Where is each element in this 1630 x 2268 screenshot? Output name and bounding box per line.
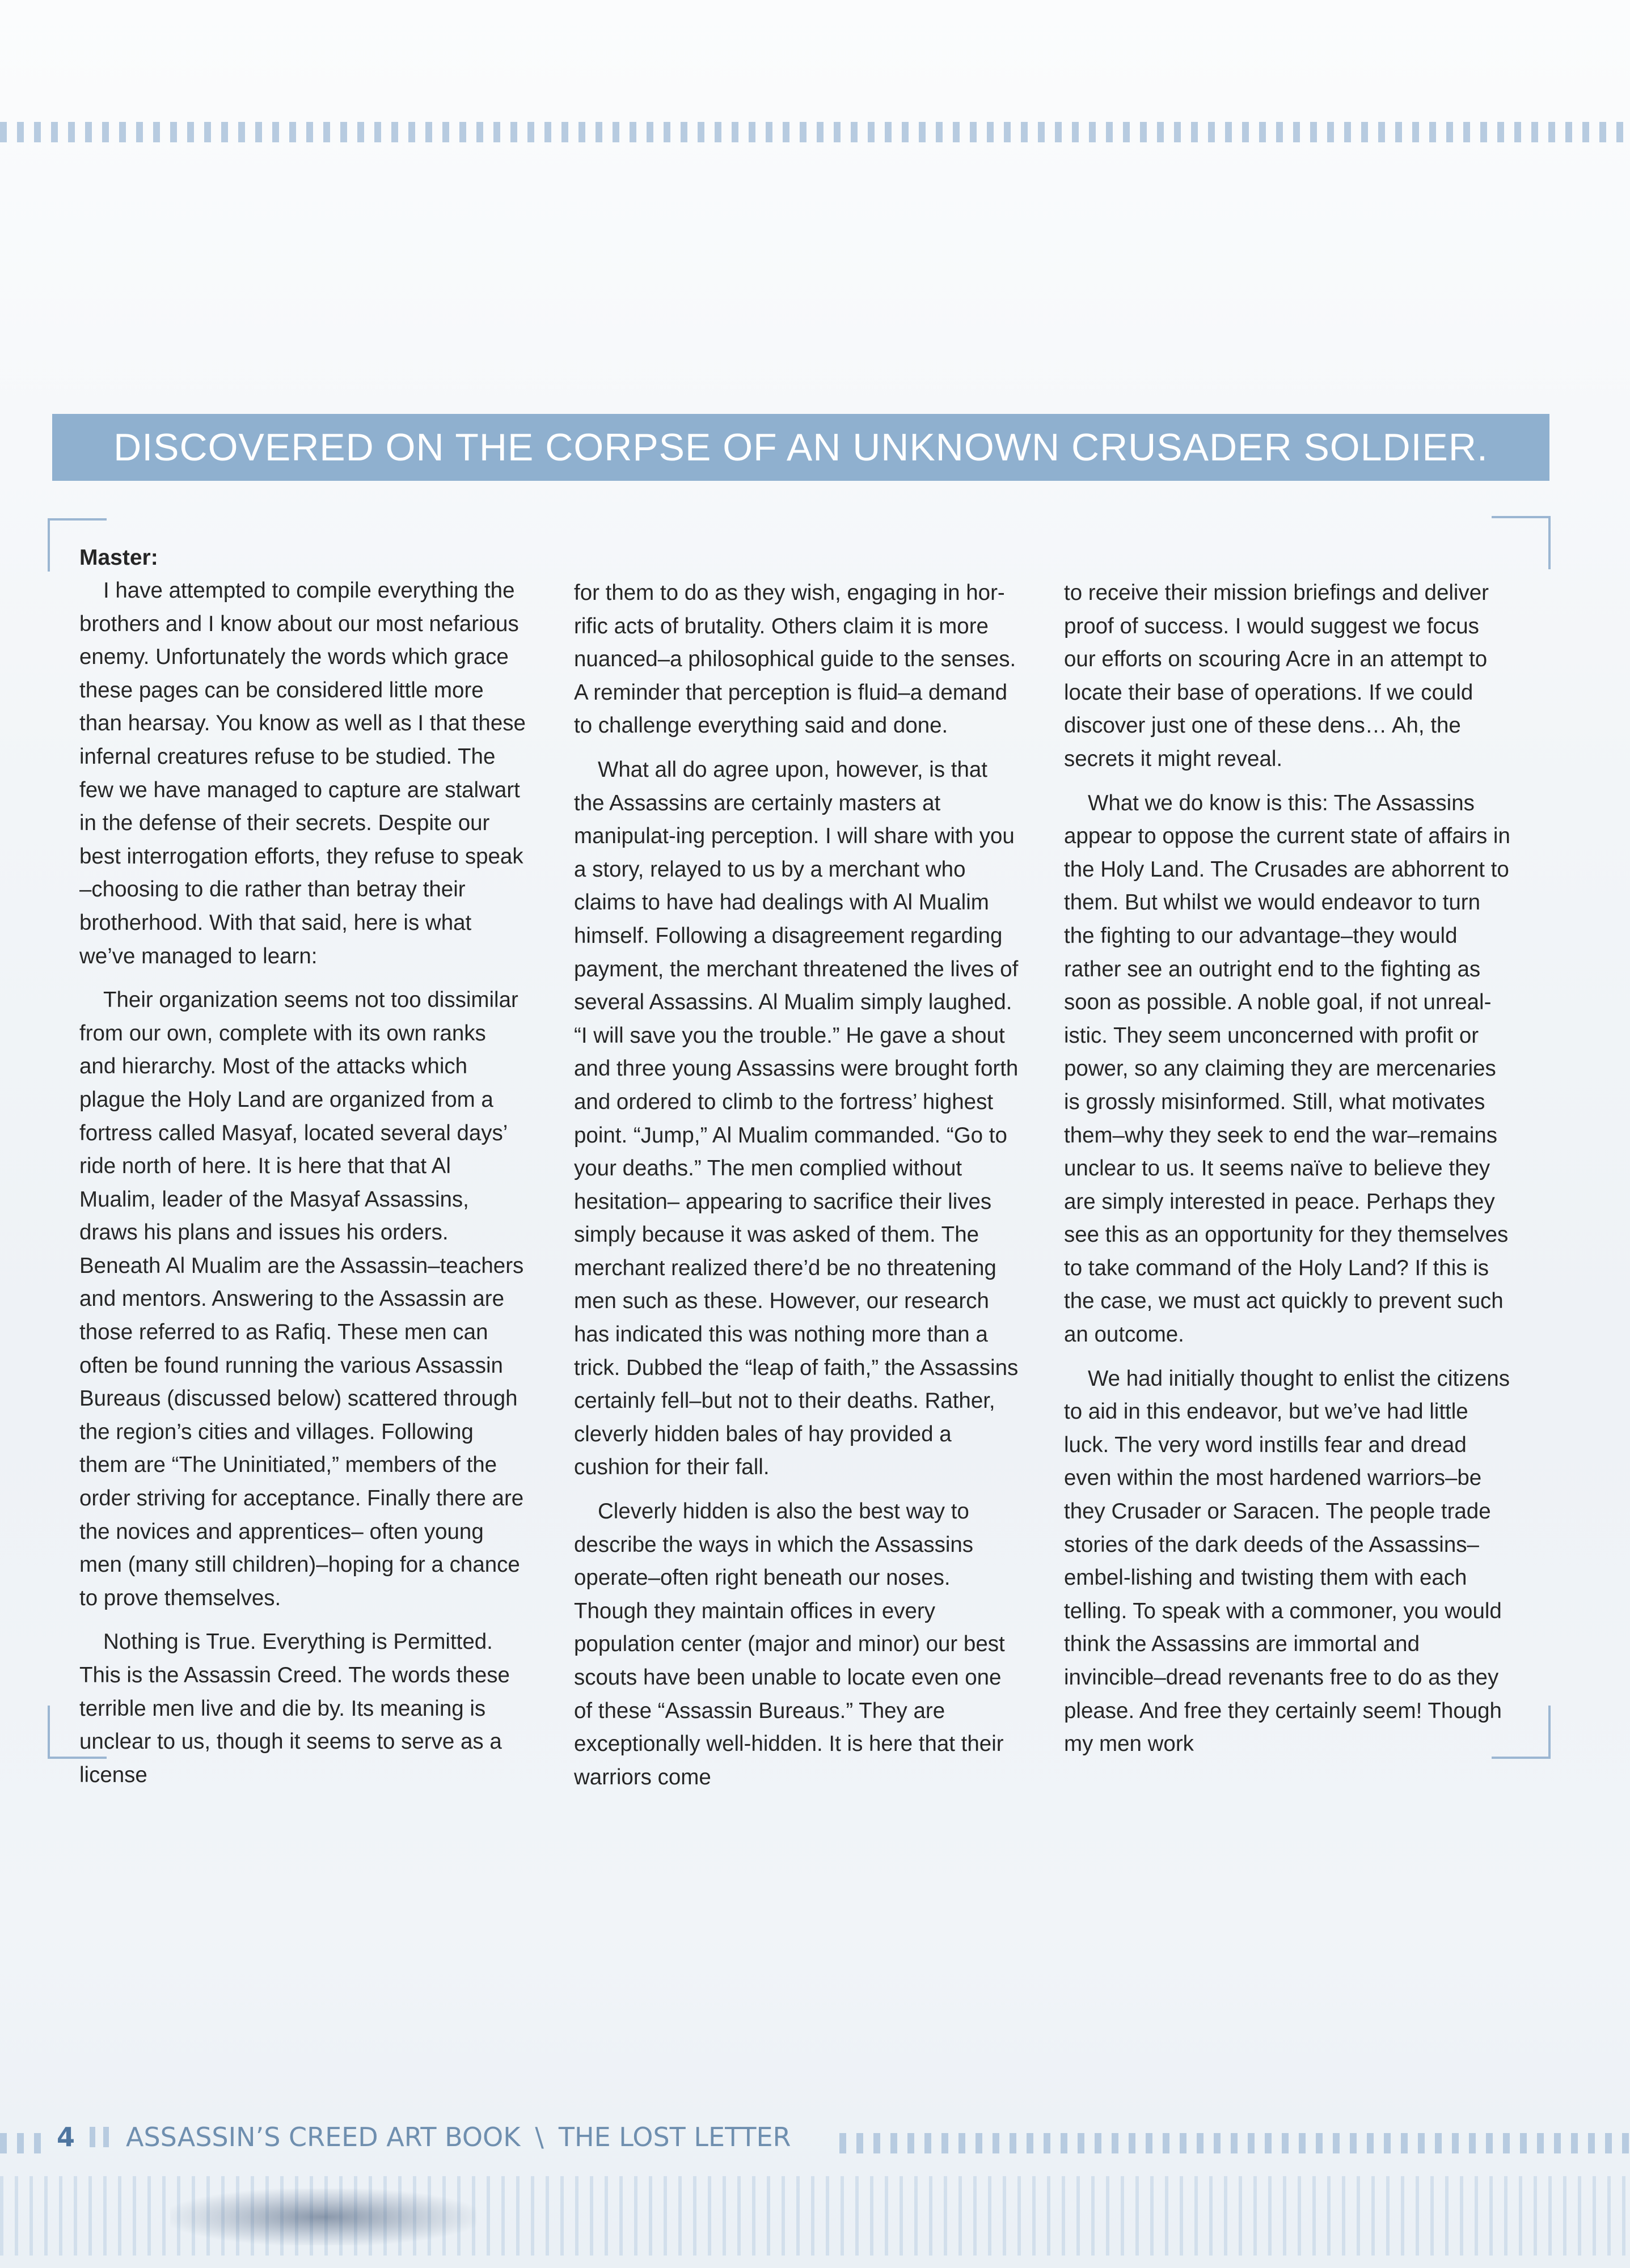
paragraph: We had initially thought to enlist the citizens to aid in this endeavor, but we’ve had little luck. The very word instills fear and dread even within the most hardened warriors–be they Crusader or Saracen. The people trade stories of the dark deeds of the Assassins–embel-lishing and twisting them with each telling. To speak with a commoner, you would think the Assassins are immortal and invincible–dread revenants free to do as they please. And free they certainly seem! Though my men work bbox=[1064, 1366, 1510, 1757]
text-column-1 bbox=[79, 541, 527, 1802]
footer-bars-icon bbox=[90, 2127, 112, 2147]
footer-decorative-strip-right bbox=[839, 2133, 1630, 2153]
paragraph: What all do agree upon, however, is that the Assassins are certainly masters at manipulat-ing perception. I will share with you a story, relayed to us by a merchant who claims to have had dealings with Al Mualim himself. Following a disagreement regarding payment, the merchant threatened the lives of several Assassins. Al Mualim simply laughed. “I will save you the trouble.” He gave a shout and three young Assassins were brought forth and ordered to climb to the fortress’ highest point. “Jump,” Al Mualim commanded. “Go to your deaths.” The men complied without hesitation– appearing to sacrifice their lives simply because it was asked of them. The merchant realized there’d be no threatening men such as these. However, our research has indicated this was nothing more than a trick. Dubbed the “leap of faith,” the Assassins certainly fell–but not to their deaths. Rather, cleverly hidden bales of hay provided a cushion for their fall. bbox=[574, 757, 1019, 1480]
top-decorative-strip bbox=[0, 122, 1630, 142]
header-banner bbox=[52, 414, 1549, 481]
paragraph: Nothing is True. Everything is Permitted. This is the Assassin Creed. The words these terrible men live and die by. Its meaning is unclear to us, though it seems to serve as a license bbox=[79, 1630, 510, 1787]
letter-salutation: Master: bbox=[79, 545, 158, 570]
text-column-2 bbox=[574, 577, 1022, 1805]
dna-shadow-decoration bbox=[170, 2189, 476, 2245]
text-column-3 bbox=[1064, 577, 1512, 1772]
page-number: 4 bbox=[57, 2122, 75, 2152]
page-footer bbox=[57, 2122, 791, 2152]
footer-decorative-strip-left bbox=[0, 2133, 51, 2153]
paragraph: Their organization seems not too dissimilar from our own, complete with its own ranks and hierarchy. Most of the attacks which plague the Holy Land are organized from a fortress called Masyaf, located several days’ ride north of here. It is here that that Al Mualim, leader of the Masyaf Assassins, draws his plans and issues his orders. Beneath Al Mualim are the Assassin–teachers and mentors. Answering to the Assassin are those referred to as Rafiq. These men can often be found running the various Assassin Bureaus (discussed below) scattered through the region’s cities and villages. Following them are “The Uninitiated,” members of the order striving for acceptance. Finally there are the novices and apprentices– often young men (many still children)–hoping for a chance to prove themselves. bbox=[79, 988, 524, 1610]
paragraph: for them to do as they wish, engaging in hor-rific acts of brutality. Others claim it is more nuanced–a philosophical guide to the senses. A reminder that perception is fluid–a demand to challenge everything said and done. bbox=[574, 581, 1016, 738]
page-title: DISCOVERED ON THE CORPSE OF AN UNKNOWN CRUSADER SOLDIER. bbox=[113, 426, 1488, 469]
footer-chapter: THE LOST LETTER bbox=[558, 2122, 791, 2152]
footer-book-title: ASSASSIN’S CREED ART BOOK bbox=[126, 2122, 521, 2152]
corner-bracket-top-right bbox=[1492, 516, 1551, 569]
paragraph: Cleverly hidden is also the best way to describe the ways in which the Assassins operate–often right beneath our noses. Though they maintain offices in every population center (major and minor) our best scouts have been unable to locate even one of these “Assassin Bureaus.” They are exceptionally well-hidden. It is here that their warriors come bbox=[574, 1499, 1005, 1789]
paragraph: What we do know is this: The Assassins appear to oppose the current state of affairs in the Holy Land. The Crusades are abhorrent to them. But whilst we would endeavor to turn the fighting to our advantage–they would rather see an outright end to the fighting as soon as possible. A noble goal, if not unreal-istic. They seem unconcerned with profit or power, so any claiming they are mercenaries is grossly misinformed. Still, what motivates them–why they seek to end the war–remains unclear to us. It seems naïve to believe they are simply interested in peace. Perhaps they see this as an opportunity for they themselves to take command of the Holy Land? If this is the case, we must act quickly to prevent such an outcome. bbox=[1064, 790, 1510, 1347]
paragraph: to receive their mission briefings and deliver proof of success. I would suggest we focus our efforts on scouring Acre in an attempt to locate their base of operations. If we could discover just one of these dens… Ah, the secrets it might reveal. bbox=[1064, 581, 1489, 771]
paragraph: I have attempted to compile everything the brothers and I know about our most nefarious enemy. Unfortunately the words which grace these pages can be considered little more than hearsay. You know as well as I that these infernal creatures refuse to be studied. The few we have managed to capture are stalwart in the defense of their secrets. Despite our best interrogation efforts, they refuse to speak –choosing to die rather than betray their brotherhood. With that said, here is what we’ve managed to learn: bbox=[79, 578, 526, 968]
footer-separator: \ bbox=[535, 2122, 544, 2152]
